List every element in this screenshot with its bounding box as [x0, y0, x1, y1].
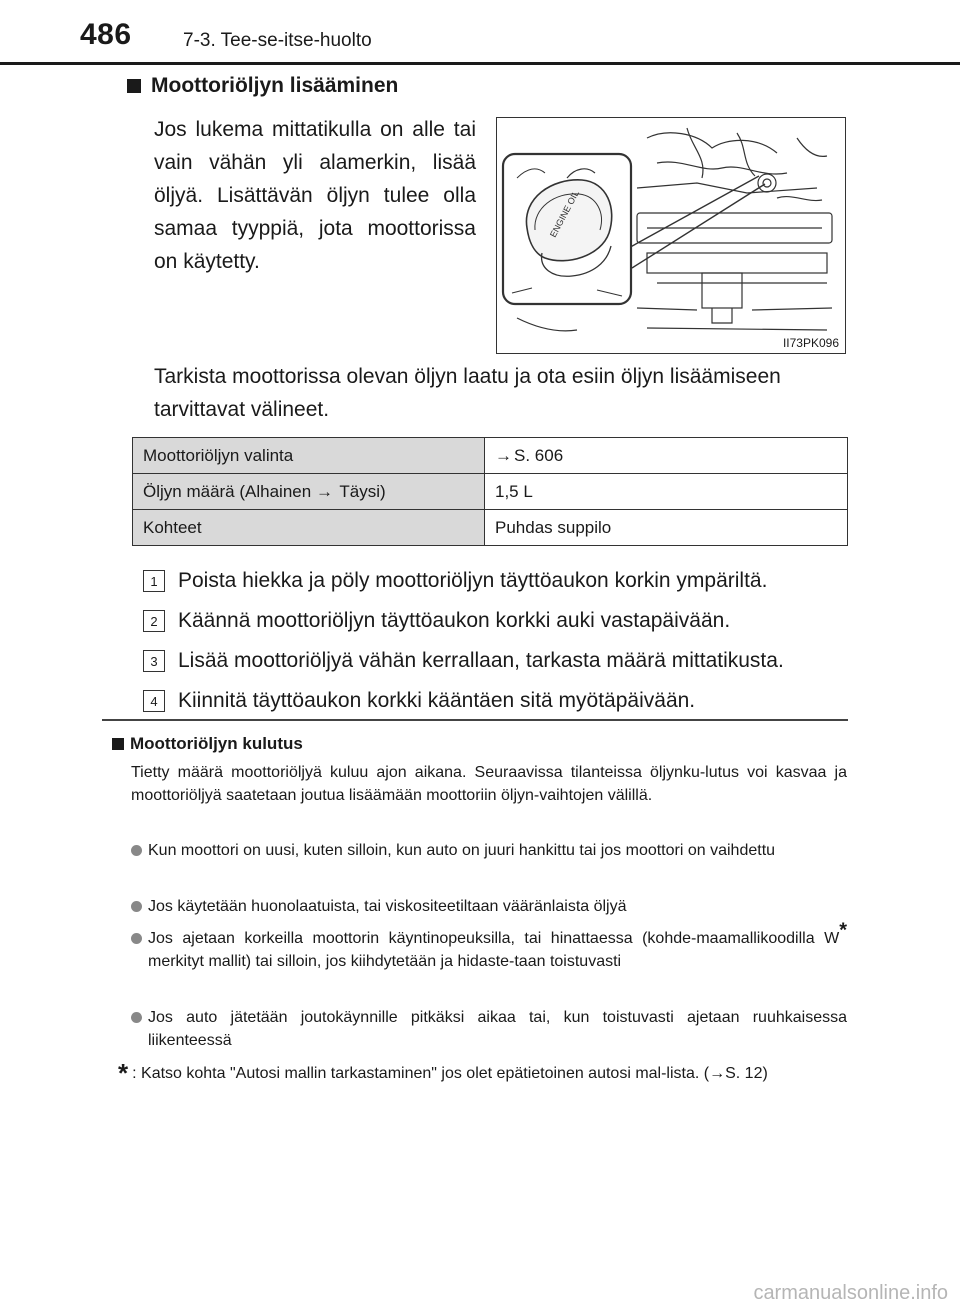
square-bullet-icon [127, 79, 141, 93]
engine-bay-illustration [497, 118, 844, 352]
table-value: 1,5 L [485, 474, 848, 510]
bullet-text-part: merkityt mallit) tai silloin, jos kiihdytetään ja hidaste-taan toistuvasti [148, 953, 622, 970]
steps-list [143, 561, 863, 721]
square-bullet-icon [112, 738, 124, 750]
footnote-star: * [839, 919, 847, 942]
step-text: Lisää moottoriöljyä vähän kerrallaan, tarkasta määrä mittatikusta. [178, 649, 784, 672]
arrow-right-icon: → [495, 445, 512, 465]
arrow-right-icon: → [709, 1065, 726, 1082]
section-divider [102, 719, 848, 721]
table-key: Kohteet [133, 510, 485, 546]
bullet-dot-icon [131, 933, 142, 944]
consumption-intro: Tietty määrä moottoriöljyä kuluu ajon aikana. Seuraavissa tilanteissa öljynku-lutus voi kasvaa ja moottoriöljyä saatetaan joutua lisäämään moottoriin öljyn-vaihtojen välillä. [131, 764, 847, 804]
page-ref-link[interactable]: S. 606 [514, 445, 564, 465]
footnote-star: * [118, 1058, 129, 1088]
consumption-title-text: Moottoriöljyn kulutus [130, 734, 303, 753]
engine-oil-cap-figure [496, 117, 846, 354]
bullet-dot-icon [131, 1012, 142, 1023]
footer-watermark: carmanualsonline.info [753, 1282, 948, 1304]
table-row [133, 438, 848, 474]
list-item [131, 919, 847, 973]
step-text: Poista hiekka ja pöly moottoriöljyn täyttöaukon korkin ympäriltä. [178, 569, 768, 592]
step-item [143, 641, 863, 681]
table-value [485, 438, 848, 474]
arrow-right-icon: → [315, 481, 333, 501]
step-number: 2 [143, 610, 165, 632]
footnote-text [132, 1060, 768, 1088]
page-ref-link[interactable]: S. 12) [725, 1065, 768, 1082]
bullet-text: Jos käytetään huonolaatuista, tai viskositeetiltaan vääränlaista öljyä [148, 898, 627, 915]
cap-label: ENGINE OIL [547, 188, 581, 239]
list-item [131, 1006, 847, 1052]
table-key [133, 474, 485, 510]
step-number: 4 [143, 690, 165, 712]
section-title-text: Moottoriöljyn lisääminen [151, 74, 399, 97]
figure-code: II73PK096 [782, 336, 839, 350]
intro-paragraph: Jos lukema mittatikulla on alle tai vain vähän yli alamerkin, lisää öljyä. Lisättävän öljyn tulee olla samaa tyyppiä, jota moottorissa on käytetty. [154, 118, 476, 273]
bullet-text: Kun moottori on uusi, kuten silloin, kun auto on juuri hankittu tai jos moottori on vaihdettu [148, 842, 776, 859]
bullet-dot-icon [131, 901, 142, 912]
table-row [133, 510, 848, 546]
list-item [131, 895, 847, 918]
page-number: 486 [80, 18, 132, 51]
chapter-title: 7-3. Tee-se-itse-huolto [183, 30, 372, 51]
tools-table [132, 437, 848, 546]
bullet-text: Jos auto jätetään joutokäynnille pitkäksi aikaa tai, kun toistuvasti ajetaan ruuhkaisessa liikenteessä [148, 1009, 847, 1049]
table-key-part: Täysi) [339, 481, 386, 501]
footnote-text-part: : Katso kohta "Autosi mallin tarkastaminen" jos olet epätietoinen autosi mal-lista. ( [132, 1065, 710, 1082]
table-key-part: Öljyn määrä (Alhainen [143, 481, 312, 501]
table-value: Puhdas suppilo [485, 510, 848, 546]
consumption-title [112, 734, 303, 754]
bullet-text [148, 919, 847, 973]
footnote [118, 1060, 848, 1088]
step-item [143, 681, 863, 721]
step-number: 1 [143, 570, 165, 592]
step-number: 3 [143, 650, 165, 672]
step-text: Kiinnitä täyttöaukon korkki kääntäen sitä myötäpäivään. [178, 689, 696, 712]
header-rule [0, 62, 960, 65]
bullet-dot-icon [131, 845, 142, 856]
table-key: Moottoriöljyn valinta [133, 438, 485, 474]
section-title [127, 74, 398, 98]
check-paragraph: Tarkista moottorissa olevan öljyn laatu ja ota esiin öljyn lisäämiseen tarvittavat välineet. [154, 365, 781, 421]
list-item [131, 839, 847, 862]
step-item [143, 601, 863, 641]
bullet-text-part: Jos ajetaan korkeilla moottorin käyntinopeuksilla, tai hinattaessa (kohde-maamallikoodilla W [148, 930, 840, 947]
step-text: Käännä moottoriöljyn täyttöaukon korkki auki vastapäivään. [178, 609, 731, 632]
step-item [143, 561, 863, 601]
table-row [133, 474, 848, 510]
